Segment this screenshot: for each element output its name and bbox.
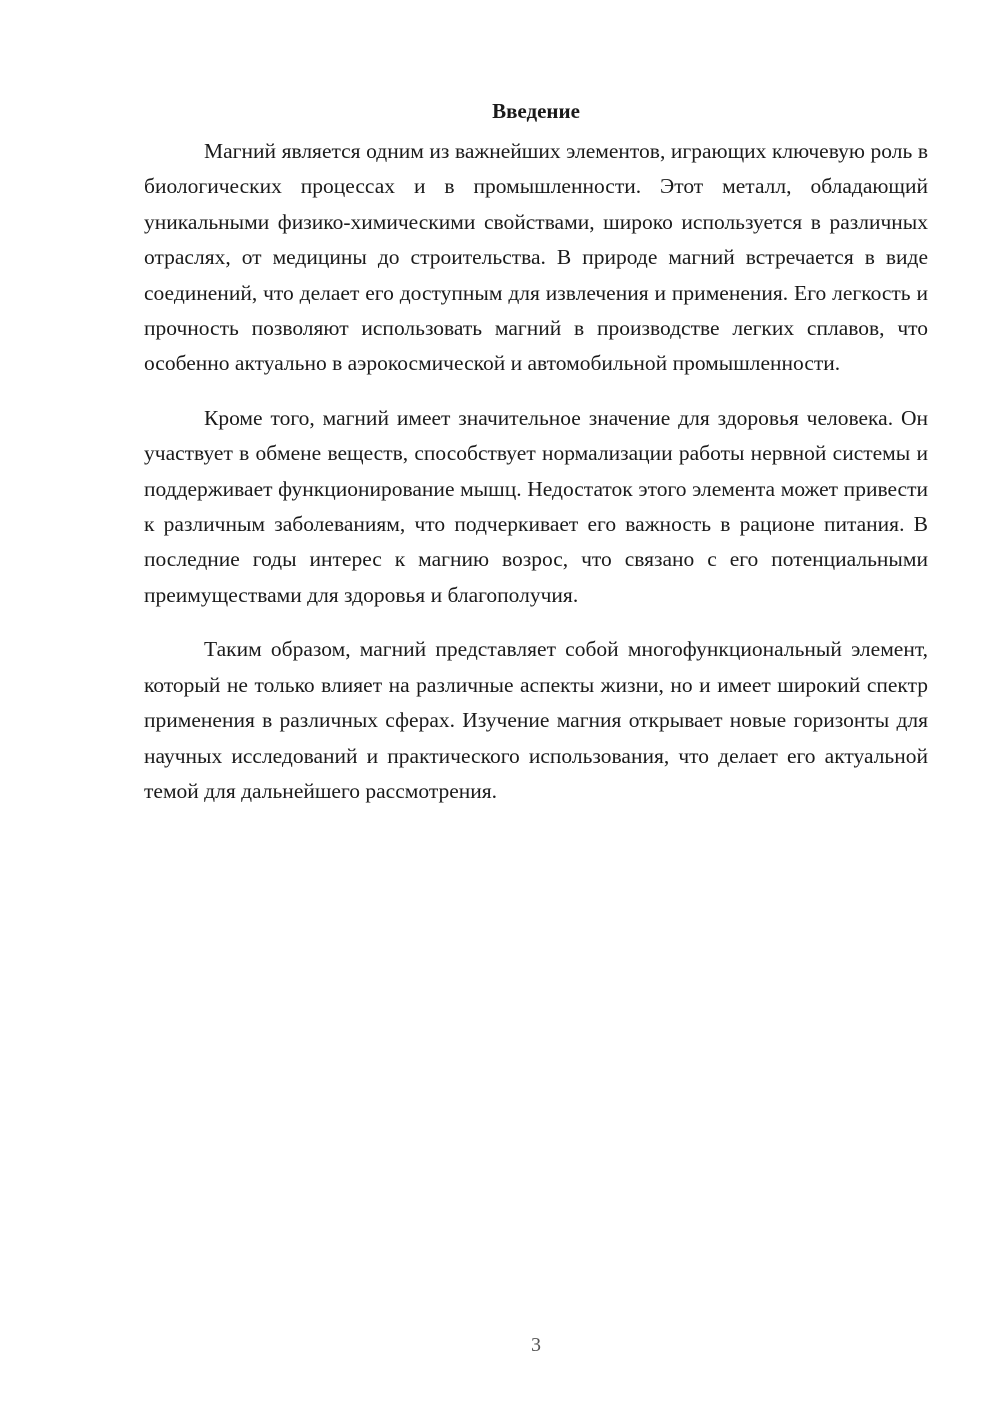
- paragraph-1: Магний является одним из важнейших элементов, играющих ключевую роль в биологических процессах и в промышленности. Этот металл, обладающий уникальными физико-химическими свойствами, широко используется в различных отраслях, от медицины до строительства. В природе магний встречается в виде соединений, что делает его доступным для извлечения и применения. Его легкость и прочность позволяют использовать магний в производстве легких сплавов, что особенно актуально в аэрокосмической и автомобильной промышленности.: [144, 139, 928, 376]
- page-content: [144, 96, 928, 828]
- paragraph-2: Кроме того, магний имеет значительное значение для здоровья человека. Он участвует в обмене веществ, способствует нормализации работы нервной системы и поддерживает функционирование мышц. Недостаток этого элемента может привести к различным заболеваниям, что подчеркивает его важность в рационе питания. В последние годы интерес к магнию возрос, что связано с его потенциальными преимуществами для здоровья и благополучия.: [144, 405, 928, 607]
- page-number: 3: [531, 1334, 541, 1356]
- paragraph-3: Таким образом, магний представляет собой многофункциональный элемент, который не только влияет на различные аспекты жизни, но и имеет широкий спектр применения в различных сферах. Изучение магния открывает новые горизонты для научных исследований и практического использования, что делает его актуальной темой для дальнейшего рассмотрения.: [144, 637, 928, 803]
- section-title: Введение: [492, 99, 580, 123]
